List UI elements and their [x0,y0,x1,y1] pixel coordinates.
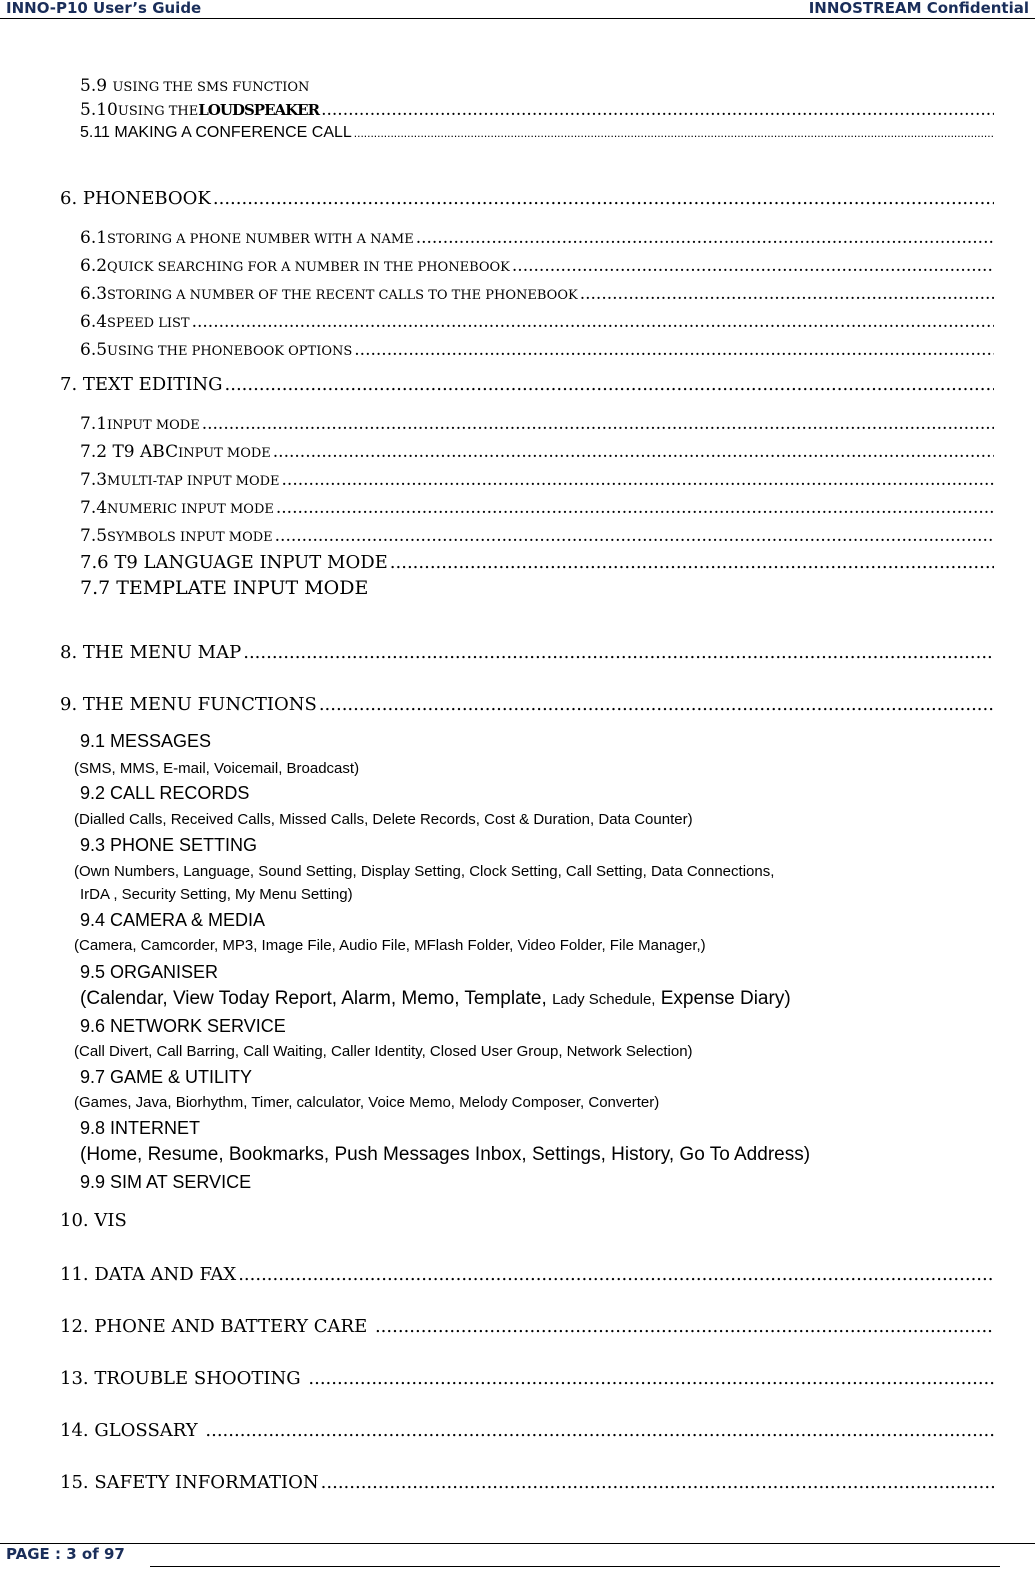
toc-title: INPUT MODE [107,418,200,433]
toc-7-3[interactable] [80,470,994,494]
desc-part: Expense Diary) [655,988,791,1009]
toc-7-2[interactable] [80,442,994,466]
leader-dots [276,498,994,518]
toc-6-5[interactable] [80,340,994,364]
toc-number: 7.5 [80,526,108,546]
page-number: PAGE : 3 of 97 [6,1545,125,1563]
leader-dots [192,312,994,332]
leader-dots [416,228,994,248]
leader-dots [243,642,994,663]
toc-8[interactable] [60,642,994,666]
footer-underline [150,1566,1000,1567]
toc-9-6-desc: (Call Divert, Call Barring, Call Waiting, Caller Identity, Closed User Group, Network Selection) [74,1043,693,1060]
toc-7-1[interactable] [80,414,994,438]
toc-12[interactable] [60,1316,994,1340]
toc-5-11[interactable] [80,124,994,148]
toc-title: MULTI-TAP INPUT MODE [107,474,280,489]
toc-9-2[interactable]: 9.2 CALL RECORDS [80,783,250,803]
toc-title: 11. DATA AND FAX [60,1264,237,1285]
leader-dots [580,284,994,304]
toc-7-7[interactable]: 7.7 TEMPLATE INPUT MODE [80,577,369,599]
toc-title: NUMERIC INPUT MODE [107,502,274,517]
toc-title: 6. PHONEBOOK [60,188,211,209]
toc-9-5-desc [80,988,791,1010]
toc-number: 6.2 [80,256,108,276]
leader-dots [238,1264,994,1285]
toc-5-10[interactable] [80,100,994,124]
leader-dots [354,340,994,360]
toc-9-2-desc: (Dialled Calls, Received Calls, Missed Calls, Delete Records, Cost & Duration, Data Counter) [74,811,693,828]
toc-number: 6.5 [80,340,108,360]
toc-title: 5.11 MAKING A CONFERENCE CALL [80,124,352,141]
toc-title-emphasis: LOUDSPEAKER [198,101,320,119]
leader-dots [375,1316,994,1337]
leader-dots [308,1368,994,1389]
leader-dots [321,100,994,120]
toc-9-5[interactable]: 9.5 ORGANISER [80,962,219,982]
toc-title: SYMBOLS INPUT MODE [107,530,273,545]
header-confidential: INNOSTREAM Confidential [808,0,1029,17]
toc-title: STORING A PHONE NUMBER WITH A NAME [107,232,414,247]
toc-9-8[interactable]: 9.8 INTERNET [80,1118,201,1138]
toc-6-1[interactable] [80,228,994,252]
leader-dots [512,256,994,276]
toc-9-4-desc: (Camera, Camcorder, MP3, Image File, Audio File, MFlash Folder, Video Folder, File Manager,) [74,937,706,954]
toc-6-3[interactable] [80,284,994,308]
leader-dots [390,552,994,573]
toc-title: 12. PHONE AND BATTERY CARE [60,1316,373,1337]
toc-title: 7.6 T9 LANGUAGE INPUT MODE [80,552,388,573]
toc-5-9[interactable] [80,76,309,96]
desc-part: (Calendar, View Today Report, Alarm, Memo, Template, [80,988,553,1009]
toc-number: 7.1 [80,414,108,434]
leader-dots [319,694,994,715]
toc-10[interactable]: 10. VIS [60,1210,127,1231]
toc-title: QUICK SEARCHING FOR A NUMBER IN THE PHONEBOOK [107,260,510,275]
toc-6[interactable] [60,188,994,212]
leader-dots [282,470,994,490]
toc-14[interactable] [60,1420,994,1444]
leader-dots [321,1472,994,1493]
toc-number: 6.1 [80,228,108,248]
toc-title: 13. TROUBLE SHOOTING [60,1368,307,1389]
leader-dots [225,374,994,395]
leader-dots [273,442,994,462]
page-header [0,0,1035,19]
toc-number: 7.2 T9 ABC [80,442,179,462]
toc-number: 7.4 [80,498,108,518]
leader-dots [202,414,994,434]
toc-number: 6.4 [80,312,108,332]
toc-7[interactable] [60,374,994,398]
toc-11[interactable] [60,1264,994,1288]
toc-9-1[interactable]: 9.1 MESSAGES [80,731,212,751]
toc-7-5[interactable] [80,526,994,550]
toc-9[interactable] [60,694,994,718]
toc-number: 7.3 [80,470,108,490]
leader-dots [275,526,994,546]
toc-9-7[interactable]: 9.7 GAME & UTILITY [80,1067,253,1087]
toc-title: USING THE [117,104,199,119]
toc-title: 7. TEXT EDITING [60,374,223,395]
toc-15[interactable] [60,1472,994,1496]
toc-9-7-desc: (Games, Java, Biorhythm, Timer, calculator, Voice Memo, Melody Composer, Converter) [74,1094,660,1111]
toc-number: 5.10 [80,100,118,120]
footer-divider [0,1543,1035,1544]
toc-6-4[interactable] [80,312,994,336]
toc-title: 15. SAFETY INFORMATION [60,1472,319,1493]
toc-13[interactable] [60,1368,994,1392]
toc-title: 9. THE MENU FUNCTIONS [60,694,317,715]
toc-title: USING THE PHONEBOOK OPTIONS [107,344,353,359]
toc-9-4[interactable]: 9.4 CAMERA & MEDIA [80,910,266,930]
toc-6-2[interactable] [80,256,994,280]
toc-title: 8. THE MENU MAP [60,642,242,663]
desc-part-small: Lady Schedule, [552,991,656,1008]
leader-dots [205,1420,994,1441]
toc-title: USING THE SMS FUNCTION [112,80,310,95]
toc-9-8-desc: (Home, Resume, Bookmarks, Push Messages Inbox, Settings, History, Go To Address) [80,1144,811,1165]
toc-9-3[interactable]: 9.3 PHONE SETTING [80,835,258,855]
toc-9-3-desc: (Own Numbers, Language, Sound Setting, Display Setting, Clock Setting, Call Setting, Data Connections, [74,863,775,880]
toc-number: 5.9 [80,76,113,96]
toc-title: INPUT MODE [178,446,271,461]
leader-dots [354,126,994,140]
toc-number: 6.3 [80,284,108,304]
toc-title: 14. GLOSSARY [60,1420,204,1441]
toc-title: STORING A NUMBER OF THE RECENT CALLS TO THE PHONEBOOK [107,288,578,303]
header-title: INNO-P10 User’s Guide [6,0,202,17]
toc-9-9[interactable]: 9.9 SIM AT SERVICE [80,1172,252,1192]
toc-title: SPEED LIST [107,316,190,331]
leader-dots [213,188,994,209]
toc-7-4[interactable] [80,498,994,522]
toc-7-6[interactable] [80,552,994,576]
toc-9-3-desc-cont: IrDA , Security Setting, My Menu Setting) [80,886,353,903]
toc-9-1-desc: (SMS, MMS, E-mail, Voicemail, Broadcast) [74,760,360,777]
toc-9-6[interactable]: 9.6 NETWORK SERVICE [80,1016,286,1036]
